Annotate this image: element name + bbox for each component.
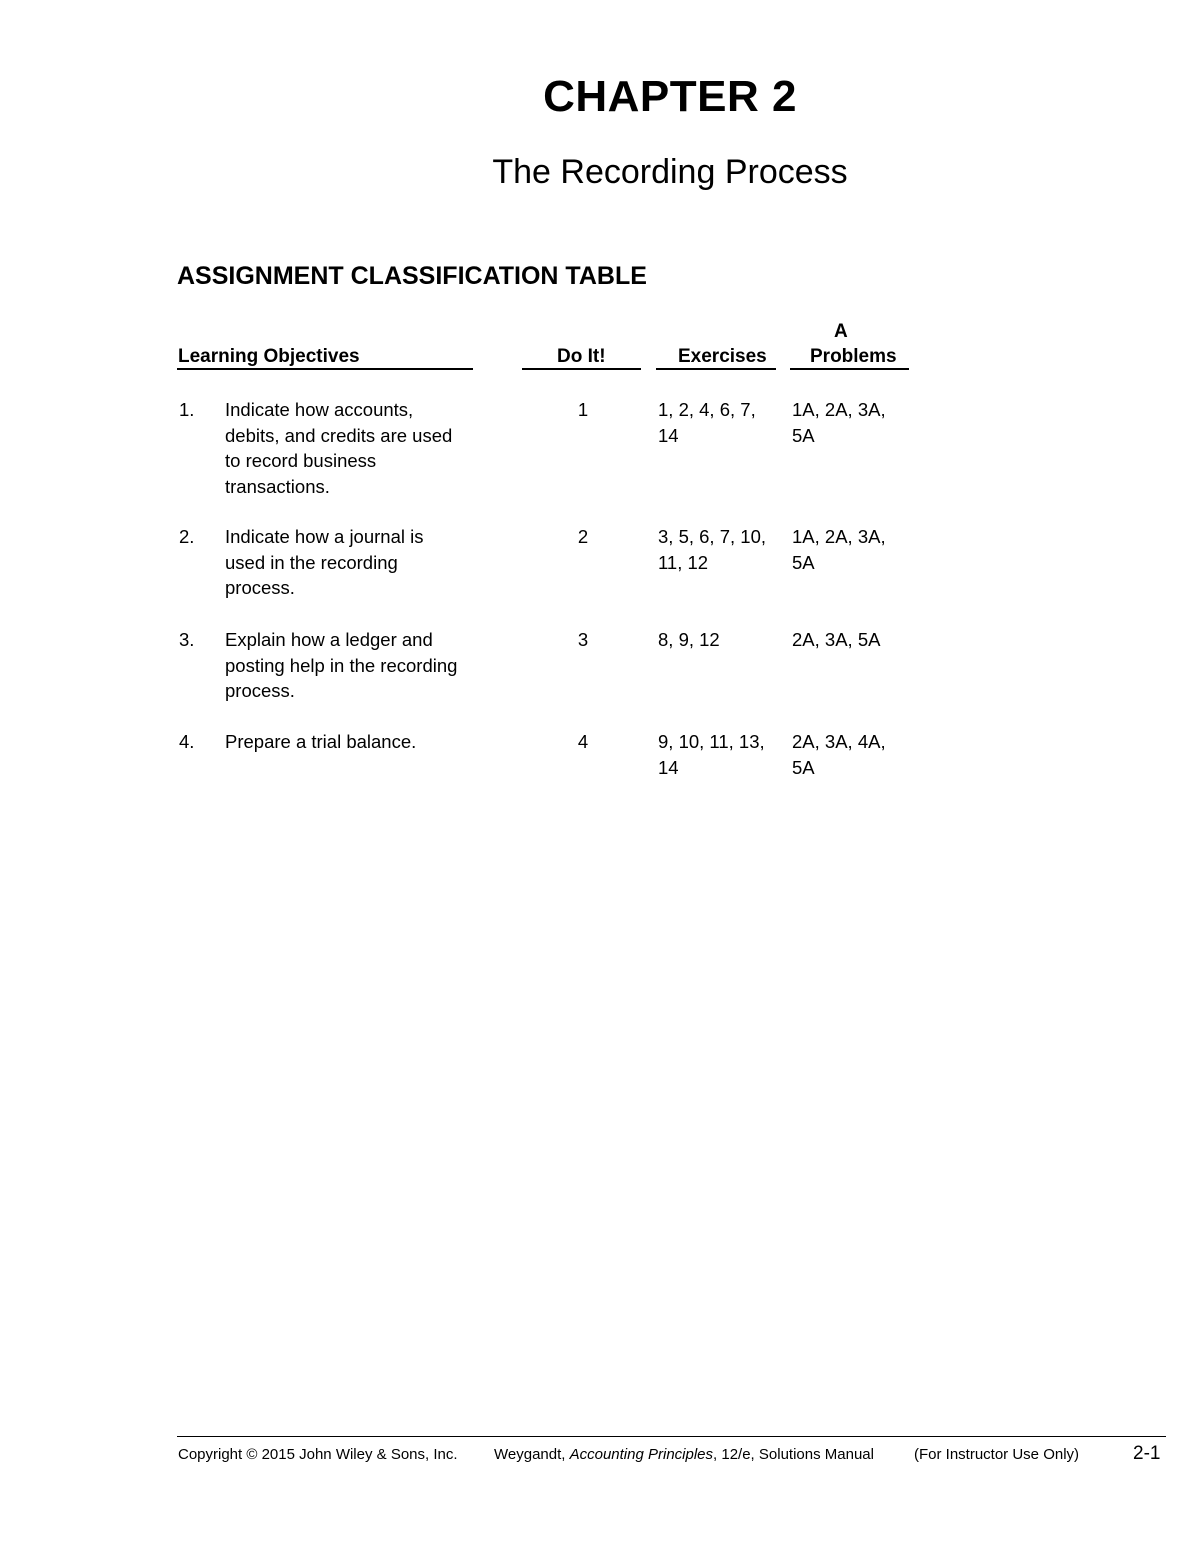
footer-copyright: Copyright © 2015 John Wiley & Sons, Inc. [178,1446,458,1463]
row-problems: 2A, 3A, 4A, 5A [792,731,886,778]
row-number: 4. [179,731,195,752]
footer-rule [177,1436,1166,1437]
row-objective: Indicate how a journal is used in the recording process. [225,526,424,598]
page-number: 2-1 [1133,1443,1161,1464]
row-objective: Prepare a trial balance. [225,731,417,752]
header-problems: Problems [810,346,897,367]
header-problems-top: A [834,321,848,342]
header-underline-objectives [177,368,473,370]
footer-book-title: Accounting Principles [569,1446,714,1463]
row-exercises: 3, 5, 6, 7, 10, 11, 12 [658,526,766,573]
footer-book-credit [494,1446,874,1463]
row-objective: Explain how a ledger and posting help in the recording process. [225,629,458,701]
row-exercises: 8, 9, 12 [658,629,720,650]
chapter-subtitle: The Recording Process [492,153,848,191]
row-exercises: 1, 2, 4, 6, 7, 14 [658,399,756,446]
row-number: 3. [179,629,195,650]
row-problems: 2A, 3A, 5A [792,629,881,650]
header-exercises: Exercises [678,346,767,367]
row-do-it: 2 [577,526,589,547]
footer-usage: (For Instructor Use Only) [914,1446,1080,1463]
row-do-it: 3 [577,629,589,650]
row-do-it: 1 [577,399,589,420]
row-objective: Indicate how accounts, debits, and credits are used to record business transactions. [225,399,453,497]
header-underline-problems [790,368,909,370]
row-problems: 1A, 2A, 3A, 5A [792,526,886,573]
footer-author: Weygandt, [494,1446,566,1463]
row-do-it: 4 [577,731,589,752]
header-underline-do-it [522,368,641,370]
chapter-title: CHAPTER 2 [543,72,797,121]
row-problems: 1A, 2A, 3A, 5A [792,399,886,446]
row-number: 2. [179,526,195,547]
row-number: 1. [179,399,195,420]
row-exercises: 9, 10, 11, 13, 14 [658,731,765,778]
header-underline-exercises [656,368,776,370]
section-heading: ASSIGNMENT CLASSIFICATION TABLE [177,262,647,290]
header-learning-objectives: Learning Objectives [178,346,360,367]
header-do-it: Do It! [557,346,606,367]
footer-edition: , 12/e, Solutions Manual [713,1446,874,1463]
